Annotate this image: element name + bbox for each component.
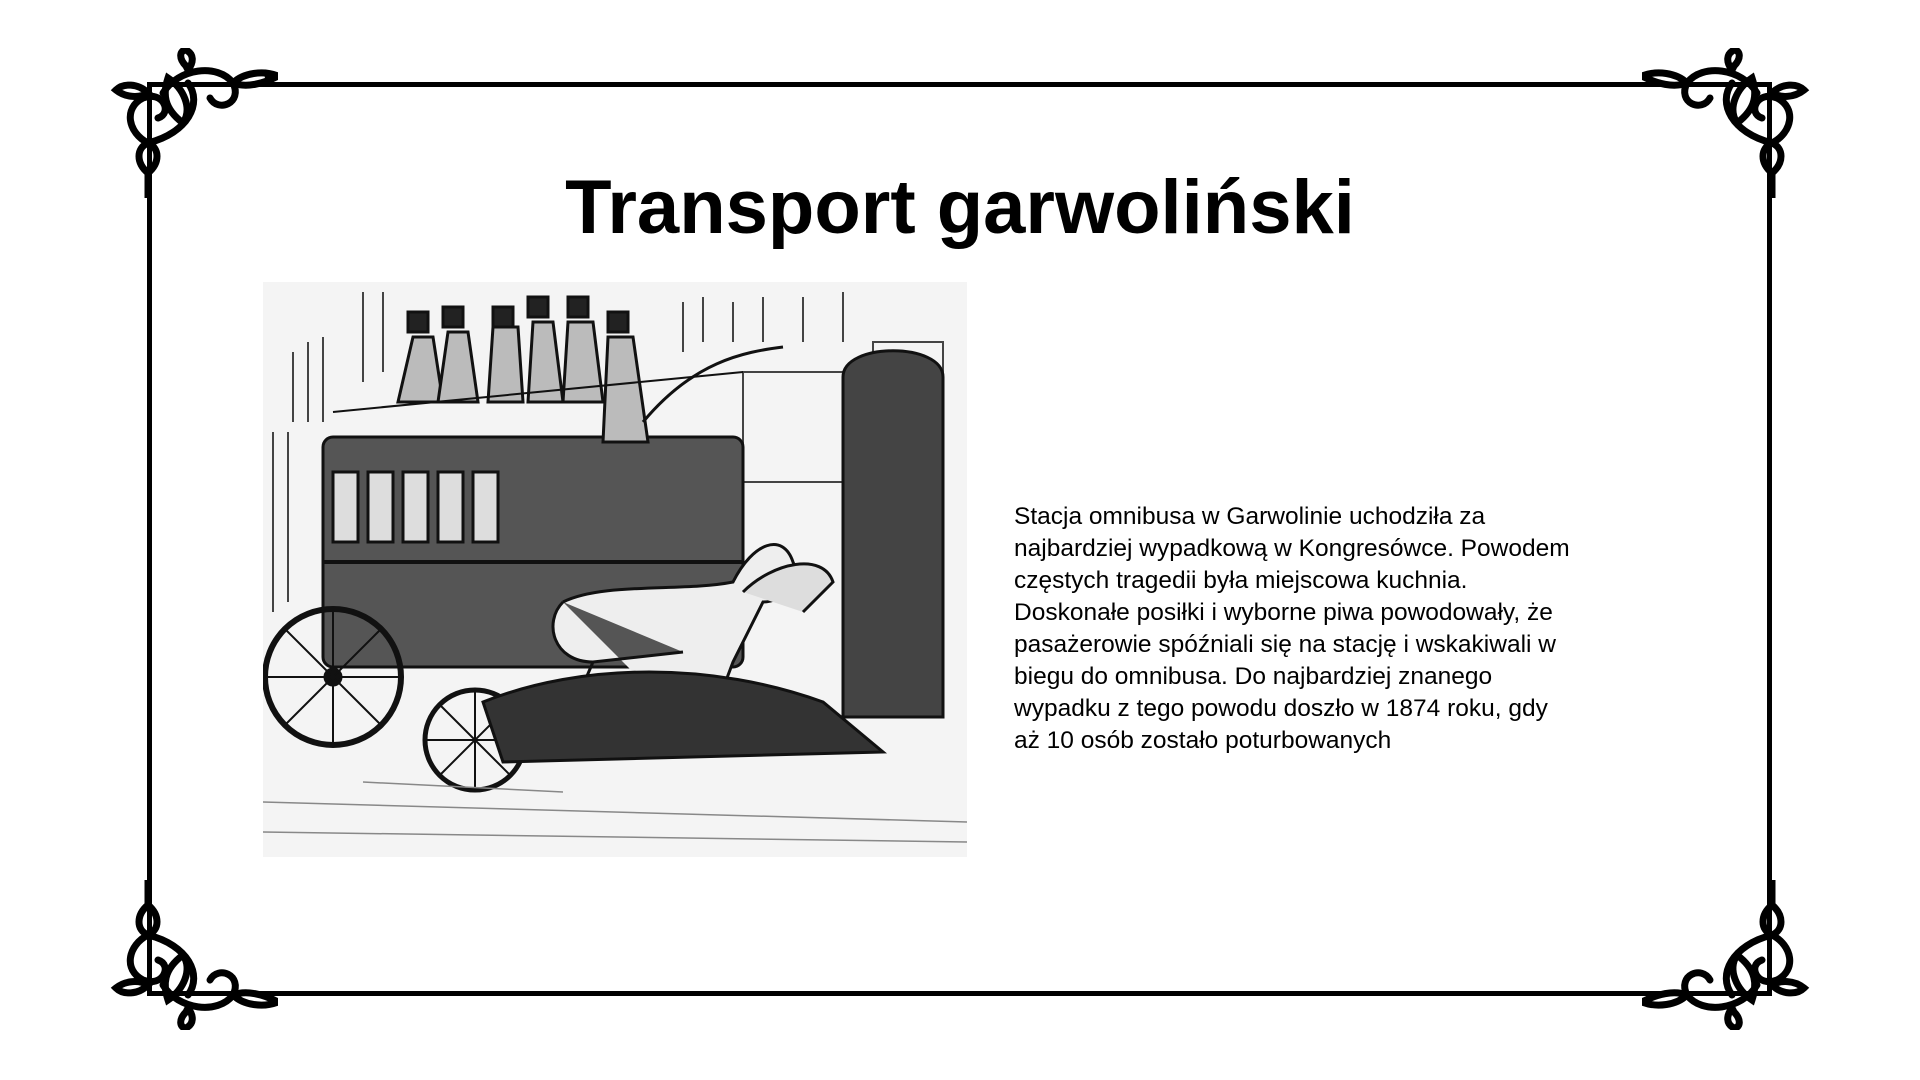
description-paragraph: Stacja omnibusa w Garwolinie uchodziła za najbardziej wypadkową w Kongresówce. Powodem częstych tragedii była miejscowa kuchnia. Doskonałe posiłki i wyborne piwa powodowały, że pasażerowie spóźniali się na stację i wskakiwali w biegu do omnibusa. Do najbardziej znanego wypadku z tego powodu doszło w 1874 roku, gdy aż 10 osób zostało poturbowanych bbox=[1014, 502, 1570, 754]
omnibus-engraving-image bbox=[263, 282, 967, 857]
slide-title: Transport garwoliński bbox=[565, 164, 1355, 250]
corner-ornament-bottom-left-icon bbox=[108, 880, 278, 1030]
corner-ornament-bottom-right-icon bbox=[1642, 880, 1812, 1030]
